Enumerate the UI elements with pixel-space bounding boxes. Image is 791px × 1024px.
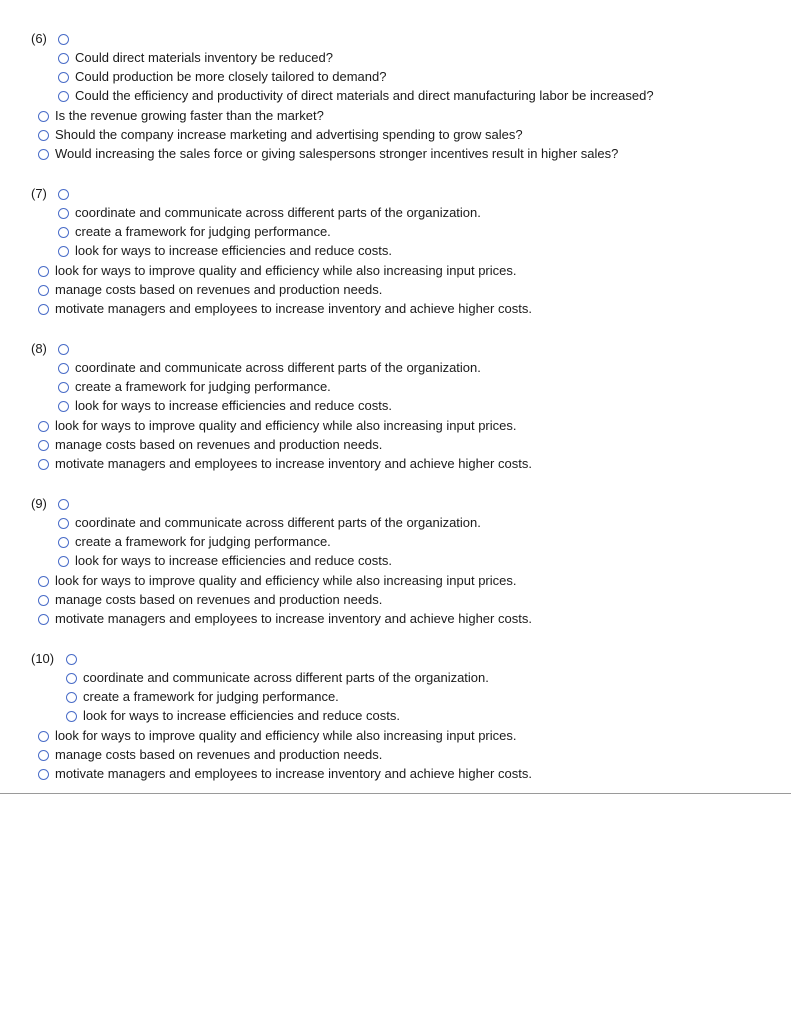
radio-icon[interactable]	[58, 72, 69, 83]
radio-icon[interactable]	[58, 227, 69, 238]
option-text: manage costs based on revenues and production needs.	[55, 282, 383, 297]
option-d[interactable]	[38, 727, 517, 745]
option-text: look for ways to increase efficiencies and reduce costs.	[75, 243, 392, 258]
radio-icon[interactable]	[58, 344, 69, 355]
option-e[interactable]	[38, 126, 523, 144]
blank-radio[interactable]	[66, 650, 77, 668]
option-c[interactable]	[58, 242, 392, 260]
radio-icon[interactable]	[38, 266, 49, 277]
option-text: create a framework for judging performance.	[83, 689, 339, 704]
option-e[interactable]	[38, 281, 382, 299]
blank-radio[interactable]	[58, 340, 69, 358]
question-number: (6)	[31, 31, 47, 46]
option-a[interactable]	[58, 359, 481, 377]
blank-radio[interactable]	[58, 185, 69, 203]
option-text: look for ways to improve quality and efficiency while also increasing input prices.	[55, 418, 517, 433]
option-text: manage costs based on revenues and production needs.	[55, 747, 383, 762]
radio-icon[interactable]	[58, 91, 69, 102]
radio-icon[interactable]	[66, 711, 77, 722]
option-text: look for ways to improve quality and efficiency while also increasing input prices.	[55, 573, 517, 588]
option-a[interactable]	[58, 204, 481, 222]
option-text: Would increasing the sales force or giving salespersons stronger incentives result in higher sales?	[55, 146, 619, 161]
option-b[interactable]	[58, 533, 331, 551]
option-text: coordinate and communicate across different parts of the organization.	[75, 205, 481, 220]
option-c[interactable]	[58, 397, 392, 415]
option-text: look for ways to increase efficiencies and reduce costs.	[75, 398, 392, 413]
option-text: Should the company increase marketing and advertising spending to grow sales?	[55, 127, 523, 142]
option-d[interactable]	[38, 572, 517, 590]
radio-icon[interactable]	[38, 440, 49, 451]
blank-radio[interactable]	[58, 495, 69, 513]
option-text: manage costs based on revenues and production needs.	[55, 437, 383, 452]
option-e[interactable]	[38, 591, 382, 609]
option-f[interactable]	[38, 145, 618, 163]
radio-icon[interactable]	[38, 421, 49, 432]
option-a[interactable]	[58, 514, 481, 532]
radio-icon[interactable]	[38, 614, 49, 625]
option-text: motivate managers and employees to increase inventory and achieve higher costs.	[55, 611, 532, 626]
radio-icon[interactable]	[38, 731, 49, 742]
radio-icon[interactable]	[58, 246, 69, 257]
option-text: motivate managers and employees to increase inventory and achieve higher costs.	[55, 766, 532, 781]
blank-radio[interactable]	[58, 30, 69, 48]
option-f[interactable]	[38, 610, 532, 628]
option-text: look for ways to improve quality and efficiency while also increasing input prices.	[55, 263, 517, 278]
radio-icon[interactable]	[58, 382, 69, 393]
radio-icon[interactable]	[58, 189, 69, 200]
option-text: Could production be more closely tailored to demand?	[75, 69, 387, 84]
option-text: create a framework for judging performance.	[75, 224, 331, 239]
question-number: (7)	[31, 186, 47, 201]
option-b[interactable]	[58, 68, 386, 86]
radio-icon[interactable]	[58, 363, 69, 374]
radio-icon[interactable]	[38, 459, 49, 470]
radio-icon[interactable]	[58, 518, 69, 529]
option-b[interactable]	[58, 223, 331, 241]
radio-icon[interactable]	[58, 499, 69, 510]
radio-icon[interactable]	[38, 130, 49, 141]
option-b[interactable]	[66, 688, 339, 706]
question-number: (10)	[31, 651, 55, 666]
radio-icon[interactable]	[58, 34, 69, 45]
option-f[interactable]	[38, 765, 532, 783]
option-text: Could direct materials inventory be reduced?	[75, 50, 333, 65]
option-d[interactable]	[38, 107, 324, 125]
option-a[interactable]	[58, 49, 333, 67]
option-c[interactable]	[66, 707, 400, 725]
option-f[interactable]	[38, 455, 532, 473]
option-text: motivate managers and employees to increase inventory and achieve higher costs.	[55, 456, 532, 471]
divider	[0, 793, 791, 794]
radio-icon[interactable]	[58, 208, 69, 219]
radio-icon[interactable]	[58, 401, 69, 412]
option-text: Could the efficiency and productivity of direct materials and direct manufacturing labor be increased?	[75, 88, 654, 103]
radio-icon[interactable]	[66, 673, 77, 684]
radio-icon[interactable]	[38, 750, 49, 761]
radio-icon[interactable]	[58, 556, 69, 567]
radio-icon[interactable]	[38, 595, 49, 606]
radio-icon[interactable]	[66, 692, 77, 703]
option-text: look for ways to increase efficiencies and reduce costs.	[83, 708, 400, 723]
radio-icon[interactable]	[38, 304, 49, 315]
option-text: coordinate and communicate across different parts of the organization.	[75, 515, 481, 530]
radio-icon[interactable]	[58, 53, 69, 64]
option-e[interactable]	[38, 746, 382, 764]
option-d[interactable]	[38, 262, 517, 280]
option-b[interactable]	[58, 378, 331, 396]
option-text: manage costs based on revenues and production needs.	[55, 592, 383, 607]
option-c[interactable]	[58, 87, 654, 105]
radio-icon[interactable]	[66, 654, 77, 665]
option-f[interactable]	[38, 300, 532, 318]
option-d[interactable]	[38, 417, 517, 435]
radio-icon[interactable]	[38, 285, 49, 296]
option-text: motivate managers and employees to increase inventory and achieve higher costs.	[55, 301, 532, 316]
option-c[interactable]	[58, 552, 392, 570]
question-number: (9)	[31, 496, 47, 511]
radio-icon[interactable]	[58, 537, 69, 548]
question-number: (8)	[31, 341, 47, 356]
option-text: create a framework for judging performance.	[75, 534, 331, 549]
option-text: coordinate and communicate across different parts of the organization.	[83, 670, 489, 685]
option-text: look for ways to improve quality and efficiency while also increasing input prices.	[55, 728, 517, 743]
radio-icon[interactable]	[38, 149, 49, 160]
radio-icon[interactable]	[38, 576, 49, 587]
radio-icon[interactable]	[38, 111, 49, 122]
option-text: Is the revenue growing faster than the market?	[55, 108, 324, 123]
option-text: look for ways to increase efficiencies and reduce costs.	[75, 553, 392, 568]
option-text: create a framework for judging performance.	[75, 379, 331, 394]
option-e[interactable]	[38, 436, 382, 454]
option-text: coordinate and communicate across different parts of the organization.	[75, 360, 481, 375]
option-a[interactable]	[66, 669, 489, 687]
radio-icon[interactable]	[38, 769, 49, 780]
